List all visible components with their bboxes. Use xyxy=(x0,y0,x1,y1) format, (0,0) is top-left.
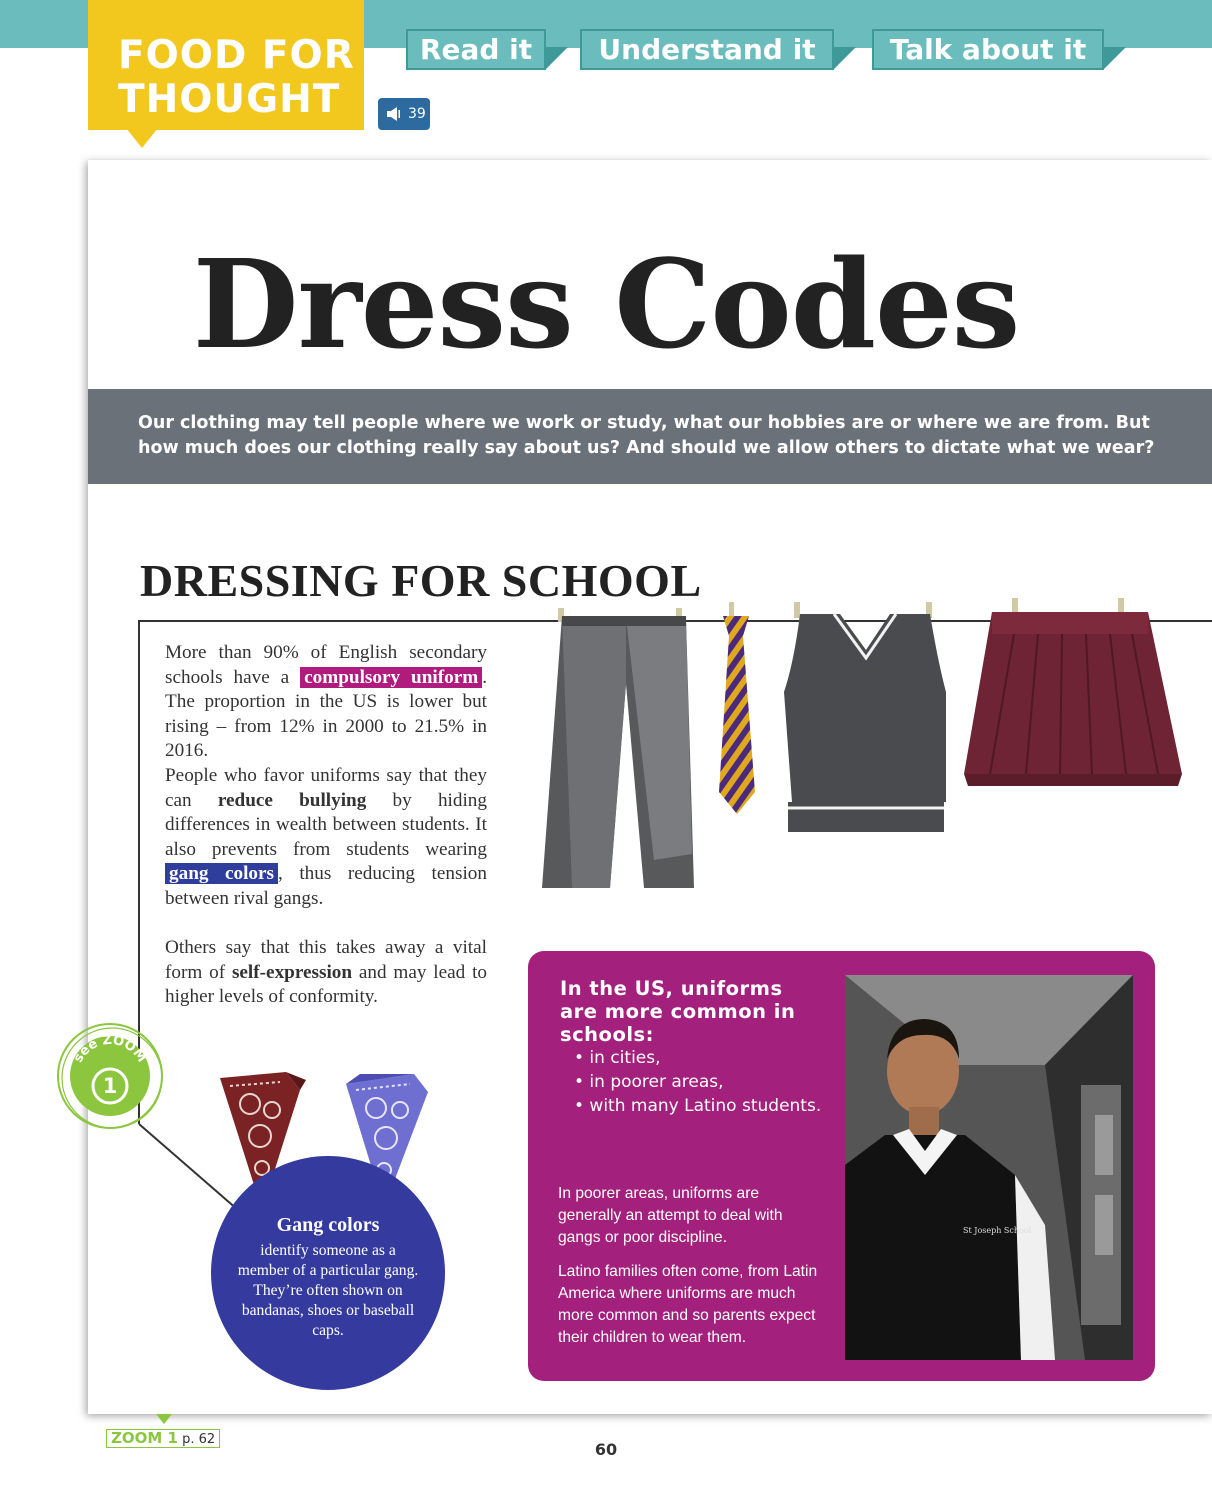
list-item: • with many Latino students. xyxy=(574,1096,822,1116)
section-heading-bold: SCHOOL xyxy=(501,555,702,606)
paragraph-2 xyxy=(165,764,487,912)
section-heading xyxy=(140,554,702,607)
compulsory-uniform-highlight: compulsory uniform xyxy=(300,667,482,688)
gang-colors-title: Gang colors xyxy=(276,1214,380,1236)
paragraph-1 xyxy=(165,641,487,764)
intro-text: Our clothing may tell people where we work or study, what our hobbies are or where we are from. But how much does our clothing really say about us? And should we allow others to dictate what we wear? xyxy=(138,413,1155,458)
badge-pointer xyxy=(126,128,158,148)
badge-line-2: THOUGHT xyxy=(118,77,341,122)
zoom-ref-arrow xyxy=(156,1414,172,1424)
para1-text-b: . The proportion in the US is lower but rising – from 12% in 2000 to 21.5% in 2016. xyxy=(165,666,487,762)
para1-text-a: More than 90% of English secondary schools have a xyxy=(165,642,487,688)
trousers-icon xyxy=(536,604,696,890)
info-list xyxy=(570,1046,830,1118)
pleated-skirt-icon xyxy=(962,598,1184,790)
gang-colors-highlight: gang colors xyxy=(165,863,278,884)
zoom-ref-page: p. 62 xyxy=(182,1432,216,1447)
intro-band xyxy=(88,389,1212,484)
student-photo xyxy=(845,975,1133,1360)
audio-track-number: 39 xyxy=(408,106,426,122)
tab-read-it-arrow xyxy=(546,47,568,69)
para2-text-c: , thus reducing tension between rival gangs. xyxy=(165,863,487,909)
info-paragraph-2: Latino families often come, from Latin America where uniforms are much more common and so parents expect their children to wear them. xyxy=(558,1263,818,1346)
section-heading-light: DRESSING FOR xyxy=(140,555,502,606)
info-heading: In the US, uniforms are more common in schools: xyxy=(560,977,796,1046)
tab-understand-it[interactable]: Understand it xyxy=(580,29,834,70)
list-item: • in poorer areas, xyxy=(574,1072,724,1092)
info-paragraph-1: In poorer areas, uniforms are generally an attempt to deal with gangs or poor discipline. xyxy=(558,1185,783,1246)
reduce-bullying-bold: reduce bullying xyxy=(217,789,367,811)
audio-track-button[interactable] xyxy=(378,98,430,130)
page-title: Dress Codes xyxy=(192,232,1020,376)
gang-colors-text: identify someone as a member of a particular gang. They’re often shown on bandanas, shoes or baseball caps. xyxy=(237,1242,419,1339)
paragraph-3 xyxy=(165,936,487,1010)
para3-text-b: and may lead to higher levels of conformity. xyxy=(165,961,488,1008)
list-item: • in cities, xyxy=(574,1048,661,1068)
tab-talk-about-it-arrow xyxy=(1104,47,1126,69)
tab-talk-about-it[interactable]: Talk about it xyxy=(872,29,1104,70)
para2-text-b: by hiding differences in wealth between students. It also prevents from students wearing xyxy=(165,789,487,860)
section-badge xyxy=(88,0,364,130)
striped-tie-icon xyxy=(715,602,761,816)
self-expression-bold: self-expression xyxy=(231,961,353,983)
vest-embroidery: St Joseph School xyxy=(963,1226,1032,1235)
speaker-icon xyxy=(386,106,402,122)
sweater-vest-icon xyxy=(778,602,950,838)
see-zoom-label: see ZOOM xyxy=(70,1032,149,1066)
zoom-ref-label: ZOOM 1 xyxy=(111,1429,178,1447)
tab-understand-it-arrow xyxy=(834,47,856,69)
page-number: 60 xyxy=(594,1440,618,1459)
gang-colors-callout xyxy=(211,1156,445,1390)
para2-text-a: People who favor uniforms say that they can xyxy=(165,765,487,811)
para3-text-a: Others say that this takes away a vital form of xyxy=(165,937,487,983)
badge-line-1: FOOD FOR xyxy=(118,33,355,78)
see-zoom-number: 1 xyxy=(102,1074,118,1098)
see-zoom-icon[interactable] xyxy=(54,1020,170,1136)
tab-read-it[interactable]: Read it xyxy=(406,29,546,70)
